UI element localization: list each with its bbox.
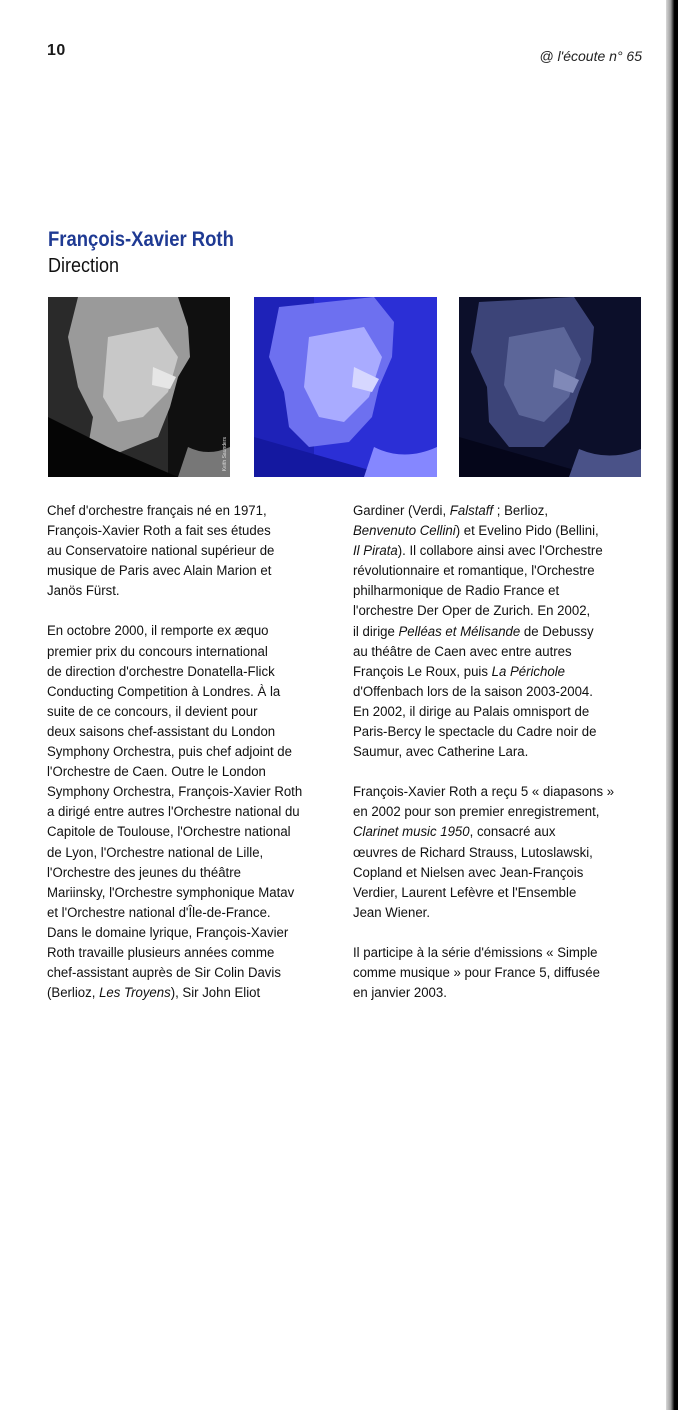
text-line: suite de ce concours, il devient pour [47,703,258,720]
text-line: en 2002 pour son premier enregistrement, [353,804,600,821]
portrait-photo-bw [48,297,230,477]
paragraph-recordings [353,782,648,923]
paragraph-collaborations [353,501,648,762]
text-line: Jean Wiener. [353,904,431,921]
photo-credit: Keith Saunders [222,436,228,471]
text-line: François-Xavier Roth a reçu 5 « diapasons » [353,784,615,801]
paragraph-biography-intro [47,501,337,601]
text-line: Il participe à la série d'émissions « Simple [353,944,598,961]
text-line: révolutionnaire et romantique, l'Orchestre [353,563,595,580]
scan-page-edge [666,0,678,1410]
text-line: Janös Fürst. [47,583,120,600]
text-line: l'orchestre Der Oper de Zurich. En 2002, [353,603,591,620]
portrait-photo-blue [254,297,437,477]
text-line: chef-assistant auprès de Sir Colin Davis [47,965,281,982]
page-number: 10 [47,42,66,59]
text-line: premier prix du concours international [47,643,268,660]
text-line: d'Offenbach lors de la saison 2003-2004. [353,683,593,700]
text-line: François Le Roux, puis La Périchole [353,663,565,680]
text-line: En octobre 2000, il remporte ex æquo [47,623,269,640]
text-line: Chef d'orchestre français né en 1971, [47,503,267,519]
text-line: l'Orchestre des jeunes du théâtre [47,864,241,881]
text-line: philharmonique de Radio France et [353,583,560,600]
text-line: Gardiner (Verdi, Falstaff ; Berlioz, [353,503,549,519]
text-line: (Berlioz, Les Troyens), Sir John Eliot [47,985,261,1002]
text-line: François-Xavier Roth a fait ses études [47,523,271,540]
text-line: au Conservatoire national supérieur de [47,543,275,560]
text-line: Verdier, Laurent Lefèvre et l'Ensemble [353,884,577,901]
text-line: comme musique » pour France 5, diffusée [353,964,600,981]
text-line: Dans le domaine lyrique, François-Xavier [47,924,289,941]
text-line: de Lyon, l'Orchestre national de Lille, [47,844,264,861]
text-line: Benvenuto Cellini) et Evelino Pido (Bellini, [353,523,599,540]
article-subtitle: Direction [48,255,120,277]
portrait-photo-dark [459,297,641,477]
paragraph-television [353,943,648,1003]
text-line: Saumur, avec Catherine Lara. [353,744,529,761]
text-line: deux saisons chef-assistant du London [47,723,276,740]
article-title: François-Xavier Roth [48,228,234,251]
text-line: musique de Paris avec Alain Marion et [47,563,272,580]
text-line: Copland et Nielsen avec Jean-François [353,864,584,881]
text-line: En 2002, il dirige au Palais omnisport de [353,703,590,720]
text-line: Capitole de Toulouse, l'Orchestre national [47,824,291,841]
text-line: Mariinsky, l'Orchestre symphonique Matav [47,884,295,901]
text-line: en janvier 2003. [353,985,447,1002]
left-column [47,501,337,1023]
text-line: au théâtre de Caen avec entre autres [353,643,572,660]
text-line: Symphony Orchestra, François-Xavier Roth [47,784,303,801]
text-line: Paris-Bercy le spectacle du Cadre noir de [353,724,597,741]
publication-header: @ l'écoute n° 65 [539,48,642,64]
text-line: de direction d'orchestre Donatella-Flick [47,663,275,680]
right-column [353,501,648,1023]
text-line: l'Orchestre de Caen. Outre le London [47,764,266,781]
text-line: Clarinet music 1950, consacré aux [353,824,556,841]
text-line: a dirigé entre autres l'Orchestre national du [47,804,300,821]
text-line: Roth travaille plusieurs années comme [47,944,275,961]
text-line: et l'Orchestre national d'Île-de-France. [47,904,271,921]
text-line: œuvres de Richard Strauss, Lutoslawski, [353,844,593,861]
text-line: Il Pirata). Il collabore ainsi avec l'Orchestre [353,543,603,560]
paragraph-career [47,621,337,1003]
text-line: Symphony Orchestra, puis chef adjoint de [47,744,292,761]
text-line: il dirige Pelléas et Mélisande de Debussy [353,623,594,640]
text-line: Conducting Competition à Londres. À la [47,683,281,700]
